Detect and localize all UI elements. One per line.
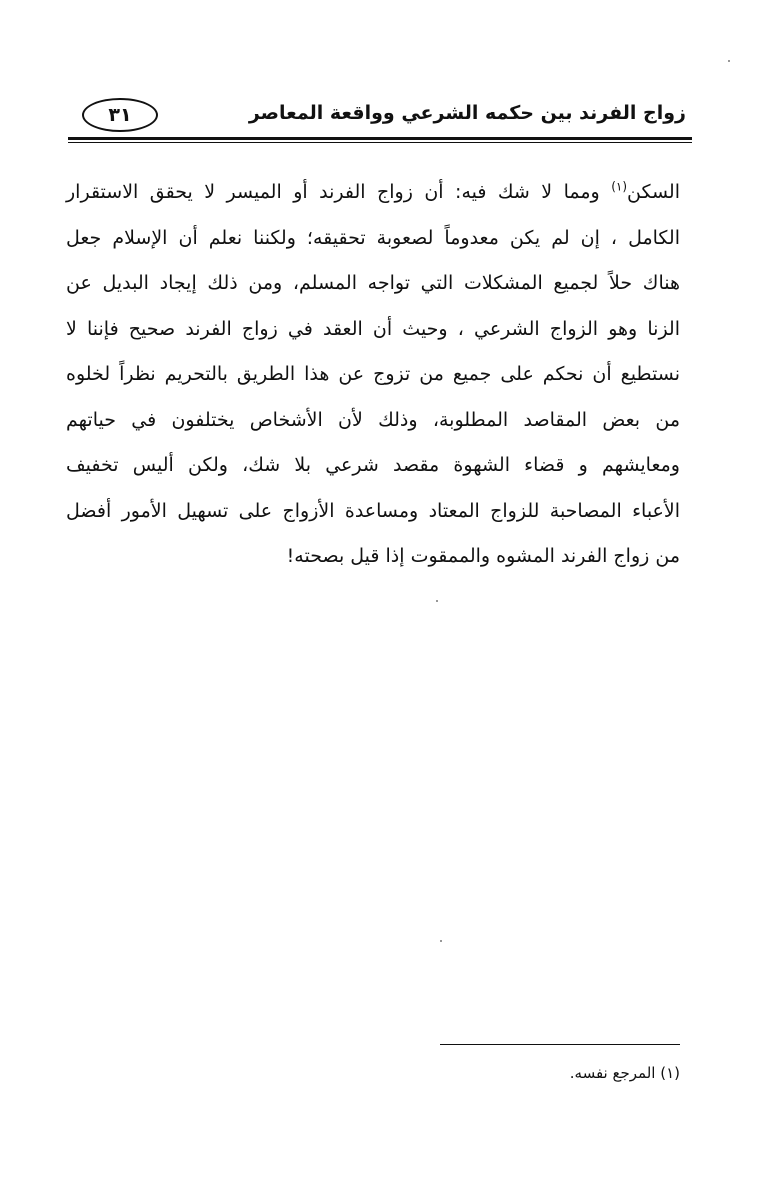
body-line-1-rest: ومما لا شك فيه: أن زواج الفرند أو الميسر لا يحقق الاستقرار [66,181,600,203]
scan-speck [436,600,438,602]
body-line-6: من بعض المقاصد المطلوبة، وذلك لأن الأشخاص يختلفون في حياتهم [66,408,680,431]
body-line-4: الزنا وهو الزواج الشرعي ، وحيث أن العقد في زواج الفرند صحيح فإننا لا [66,317,680,340]
footnote-reference: (١) [611,179,628,194]
body-line-1 [66,170,680,216]
body-line-9: من زواج الفرند المشوه والممقوت إذا قيل بصحته! [286,545,680,567]
running-title: زواج الفرند بين حكمه الشرعي وواقعة المعاصر [248,102,686,124]
body-line-3: هناك حلاً لجميع المشكلات التي تواجه المسلم، ومن ذلك إيجاد البديل عن [66,272,680,294]
footnote-rule [440,1044,680,1045]
scan-speck [728,60,730,62]
body-line-1-word: السكن [627,181,680,203]
header-rule-thick [68,137,692,140]
footnote: (١) المرجع نفسه. [569,1064,680,1082]
body-line-5: نستطيع أن نحكم على جميع من تزوج عن هذا الطريق بالتحريم نظراً لخلوه [66,363,680,385]
page-number [82,98,158,132]
body-line-8: الأعباء المصاحبة للزواج المعتاد ومساعدة الأزواج على تسهيل الأمور أفضل [66,499,680,522]
page-number-text: ٣١ [108,104,132,126]
body-paragraph [66,170,680,580]
body-line-7: ومعايشهم و قضاء الشهوة مقصد شرعي بلا شك، ولكن أليس تخفيف [66,454,680,476]
body-line-2: الكامل ، إن لم يكن معدوماً لصعوبة تحقيقه؛ ولكننا نعلم أن الإسلام جعل [66,226,680,249]
header-rule-thin [68,142,692,143]
scan-speck [440,940,442,942]
page-header [68,96,692,136]
